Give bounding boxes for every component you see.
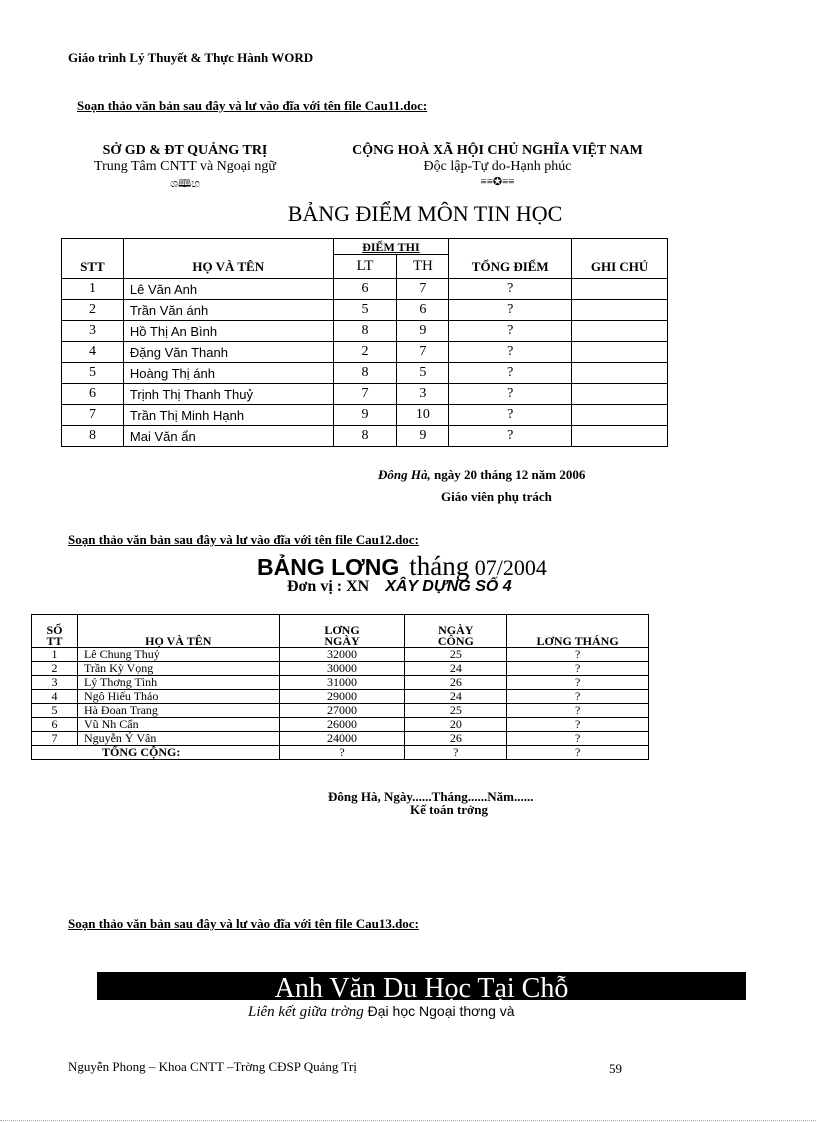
th2-month: LƠNG THÁNG	[507, 615, 649, 648]
cell2-days: 26	[405, 676, 507, 690]
cell-note	[572, 426, 668, 447]
payroll-table	[31, 614, 649, 760]
table1-sign-role: Giáo viên phụ trách	[441, 489, 552, 504]
cell-th: 9	[397, 321, 449, 342]
cell-total: ?	[449, 300, 572, 321]
page-bottom-divider	[0, 1120, 816, 1121]
cell2-wage: 32000	[279, 648, 405, 662]
unit-label: Đơn vị : XN	[287, 578, 370, 595]
th2-stt-line1: SỐ	[46, 623, 63, 637]
th2-wage	[279, 615, 405, 648]
cell-note	[572, 279, 668, 300]
total-days: ?	[405, 746, 507, 760]
org-right-ornament: ≡≡✪≡≡	[480, 176, 515, 188]
cell-stt: 6	[62, 384, 124, 405]
cell-stt: 2	[62, 300, 124, 321]
cell2-wage: 31000	[279, 676, 405, 690]
cell-name: Đặng Văn Thanh	[123, 342, 333, 363]
payroll-row	[32, 704, 649, 718]
cell-total: ?	[449, 342, 572, 363]
cell-lt: 5	[333, 300, 397, 321]
th2-wage-line1: LƠNG	[324, 623, 360, 637]
payroll-row	[32, 690, 649, 704]
total-label: TỔNG CỘNG:	[32, 746, 280, 760]
instruction-cau13: Soạn thảo văn bản sau đây và lư vào đĩa với tên file Cau13.doc:	[68, 916, 419, 931]
cell-note	[572, 384, 668, 405]
cell-note	[572, 300, 668, 321]
cell2-days: 26	[405, 732, 507, 746]
cell-total: ?	[449, 405, 572, 426]
cell2-stt: 6	[32, 718, 78, 732]
cell-stt: 4	[62, 342, 124, 363]
cell-lt: 8	[333, 426, 397, 447]
cell-lt: 9	[333, 405, 397, 426]
cell-lt: 2	[333, 342, 397, 363]
payroll-row	[32, 662, 649, 676]
cell-lt: 8	[333, 321, 397, 342]
cell-stt: 5	[62, 363, 124, 384]
th2-days-line2: CÔNG	[437, 634, 474, 648]
cell2-name: Trần Kỳ Vọng	[77, 662, 279, 676]
cell-name: Trần Thị Minh Hạnh	[123, 405, 333, 426]
cell-total: ?	[449, 384, 572, 405]
instruction-cau12: Soạn thảo văn bản sau đây và lư vào đĩa với tên file Cau12.doc:	[68, 532, 419, 547]
sign-date: ngày 20 tháng 12 năm 2006	[430, 467, 586, 482]
banner-sub-a: Liên kết giữa trờng	[248, 1004, 364, 1020]
cell2-wage: 30000	[279, 662, 405, 676]
banner-sub-b: Đại học Ngoại thơng và	[363, 1003, 515, 1019]
table2-unit	[287, 578, 512, 596]
cell2-name: Lê Chung Thuỷ	[77, 648, 279, 662]
cell-total: ?	[449, 321, 572, 342]
cell-th: 7	[397, 342, 449, 363]
cell2-month: ?	[507, 704, 649, 718]
cell2-wage: 24000	[279, 732, 405, 746]
cell-th: 9	[397, 426, 449, 447]
cell2-month: ?	[507, 662, 649, 676]
grade-row	[62, 300, 668, 321]
payroll-row	[32, 676, 649, 690]
th-lt: LT	[333, 255, 397, 279]
cell2-days: 24	[405, 662, 507, 676]
cell-stt: 8	[62, 426, 124, 447]
th-exam-group: ĐIỂM THI	[333, 239, 449, 255]
cell-th: 3	[397, 384, 449, 405]
cell2-stt: 7	[32, 732, 78, 746]
sign-place: Đông Hà,	[378, 467, 431, 482]
grade-row	[62, 363, 668, 384]
cell-note	[572, 321, 668, 342]
org-left	[60, 143, 310, 194]
org-left-line2: Trung Tâm CNTT và Ngoại ngữ	[94, 159, 276, 174]
th2-days	[405, 615, 507, 648]
table2-sign-date: Đông Hà, Ngày......Tháng......Năm......	[328, 789, 534, 804]
payroll-row	[32, 732, 649, 746]
cell-lt: 7	[333, 384, 397, 405]
th2-days-line1: NGÀY	[438, 623, 474, 637]
cell2-name: Vũ Nh Cẩn	[77, 718, 279, 732]
cell2-stt: 4	[32, 690, 78, 704]
cell2-month: ?	[507, 648, 649, 662]
table1-title: BẢNG ĐIỂM MÔN TIN HỌC	[287, 201, 563, 226]
th-note: GHI CHÚ	[572, 239, 668, 279]
table2-title-b: tháng	[409, 551, 470, 581]
cell2-wage: 27000	[279, 704, 405, 718]
unit-name: XÂY DỰNG SỐ 4	[385, 578, 512, 595]
grade-row	[62, 384, 668, 405]
cell-name: Hoàng Thị ánh	[123, 363, 333, 384]
cell2-stt: 5	[32, 704, 78, 718]
th2-stt	[32, 615, 78, 648]
cell2-days: 24	[405, 690, 507, 704]
cell-th: 7	[397, 279, 449, 300]
cell2-month: ?	[507, 718, 649, 732]
cell-name: Lê Văn Anh	[123, 279, 333, 300]
grade-row	[62, 321, 668, 342]
grade-row	[62, 426, 668, 447]
th-th: TH	[397, 255, 449, 279]
cell2-stt: 2	[32, 662, 78, 676]
cell-stt: 7	[62, 405, 124, 426]
cell2-days: 25	[405, 704, 507, 718]
total-wage: ?	[279, 746, 405, 760]
cell-total: ?	[449, 363, 572, 384]
th-name: HỌ VÀ TÊN	[123, 239, 333, 279]
org-right	[320, 143, 675, 188]
table2-title-a: BẢNG LƠNG	[257, 554, 400, 580]
instruction-cau11: Soạn thảo văn bản sau đây và lư vào đĩa với tên file Cau11.doc:	[77, 98, 428, 113]
payroll-row	[32, 718, 649, 732]
cell-th: 10	[397, 405, 449, 426]
footer-left: Nguyễn Phong – Khoa CNTT –Trờng CĐSP Quảng Trị	[68, 1059, 357, 1074]
cell2-month: ?	[507, 690, 649, 704]
cell-th: 5	[397, 363, 449, 384]
cell-stt: 1	[62, 279, 124, 300]
table2-title-c: 07/2004	[469, 555, 547, 580]
cell-name: Trần Văn ánh	[123, 300, 333, 321]
cell-name: Trịnh Thị Thanh Thuỷ	[123, 384, 333, 405]
cell-note	[572, 363, 668, 384]
cell2-days: 20	[405, 718, 507, 732]
banner-title: Anh Văn Du Học Tại Chỗ	[97, 972, 746, 1000]
banner-subtitle	[248, 1003, 515, 1021]
cell2-month: ?	[507, 732, 649, 746]
payroll-row	[32, 648, 649, 662]
page-number: 59	[609, 1061, 622, 1076]
cell-note	[572, 405, 668, 426]
cell2-month: ?	[507, 676, 649, 690]
cell2-name: Lý Thơng Tình	[77, 676, 279, 690]
org-right-line2: Độc lập-Tự do-Hạnh phúc	[423, 159, 572, 174]
cell-stt: 3	[62, 321, 124, 342]
th-total: TỔNG ĐIỂM	[449, 239, 572, 279]
th2-wage-line2: NGÀY	[324, 634, 360, 648]
cell-lt: 6	[333, 279, 397, 300]
cell2-name: Ngô Hiếu Thảo	[77, 690, 279, 704]
cell2-wage: 29000	[279, 690, 405, 704]
cell-lt: 8	[333, 363, 397, 384]
th2-name: HỌ VÀ TÊN	[77, 615, 279, 648]
total-month: ?	[507, 746, 649, 760]
cell2-days: 25	[405, 648, 507, 662]
grade-row	[62, 279, 668, 300]
cell-name: Hồ Thị An Bình	[123, 321, 333, 342]
table2-sign-role: Kế toán trởng	[410, 802, 488, 817]
cell2-stt: 3	[32, 676, 78, 690]
grade-row	[62, 342, 668, 363]
grade-table	[61, 238, 668, 447]
org-left-ornament: ශ🕮හ	[170, 178, 200, 190]
cell-total: ?	[449, 279, 572, 300]
table1-sign-date	[378, 467, 585, 483]
cell2-name: Nguyễn Ý Vân	[77, 732, 279, 746]
cell2-stt: 1	[32, 648, 78, 662]
cell2-wage: 26000	[279, 718, 405, 732]
cell-th: 6	[397, 300, 449, 321]
th-stt: STT	[62, 239, 124, 279]
org-right-line1: CỘNG HOÀ XÃ HỘI CHỦ NGHĨA VIỆT NAM	[352, 143, 643, 158]
cell-name: Mai Văn ẩn	[123, 426, 333, 447]
th2-stt-line2: TT	[46, 634, 63, 648]
running-header: Giáo trình Lý Thuyết & Thực Hành WORD	[68, 50, 314, 65]
cell-total: ?	[449, 426, 572, 447]
cell-note	[572, 342, 668, 363]
cell2-name: Hà Đoan Trang	[77, 704, 279, 718]
grade-row	[62, 405, 668, 426]
org-left-line1: SỞ GD & ĐT QUẢNG TRỊ	[102, 143, 268, 158]
